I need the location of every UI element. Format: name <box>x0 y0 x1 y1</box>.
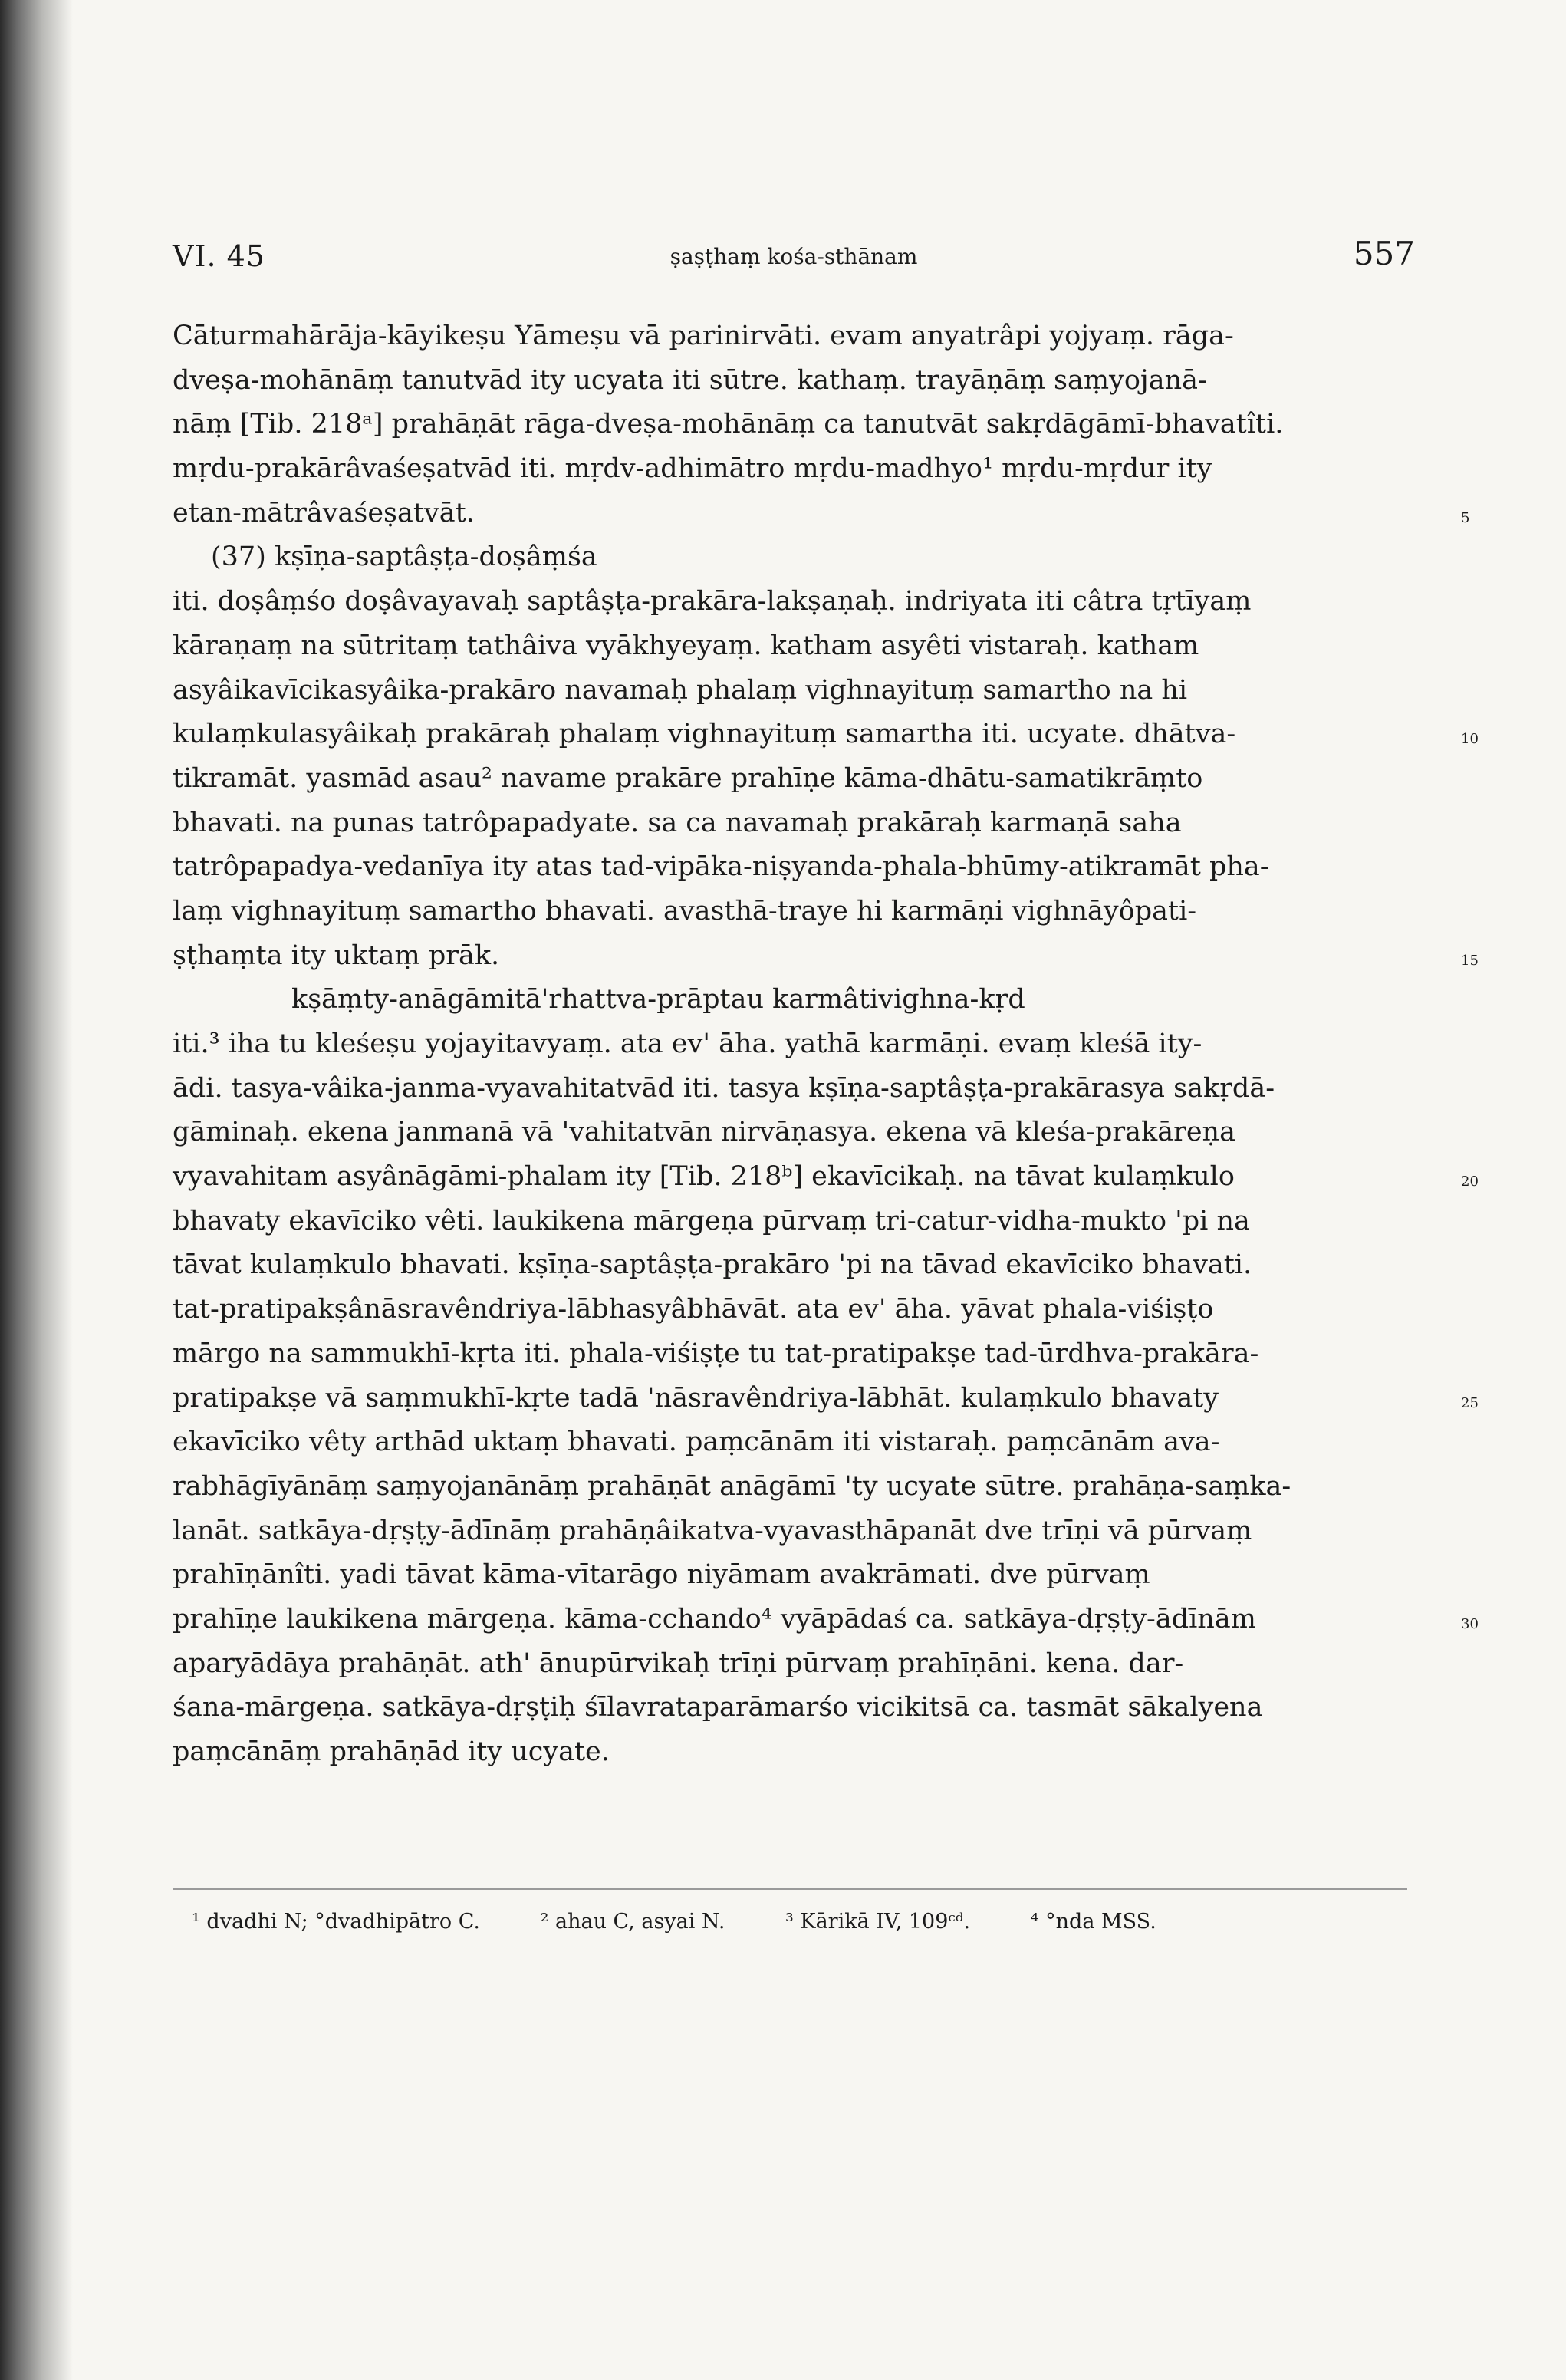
text-line: etan-mātrâvaśeṣatvāt. 5 <box>173 492 1430 536</box>
text-line: Cāturmahārāja-kāyikeṣu Yāmeṣu vā parinirvāti. evam anyatrâpi yojyaṃ. rāga- <box>173 321 1234 351</box>
text-line: mṛdu-prakārâvaśeṣatvād iti. mṛdv-adhimātro mṛdu-madhyo¹ mṛdu-mṛdur ity <box>173 453 1212 485</box>
text-line: iti.³ iha tu kleśeṣu yojayitavyaṃ. ata ev' āha. yathā karmāṇi. evaṃ kleśā ity- <box>173 1029 1202 1059</box>
footnote-2: ² ahau C, asyai N. <box>540 1910 725 1934</box>
text-line: śana-mārgeṇa. satkāya-dṛṣṭiḥ śīlavrataparāmarśo vicikitsā ca. tasmāt sākalyena <box>173 1692 1263 1723</box>
text-line: pratipakṣe vā saṃmukhī-kṛte tadā 'nāsravêndriya-lābhāt. kulaṃkulo bhavaty 25 <box>173 1377 1430 1421</box>
line-number: 20 <box>1461 1174 1479 1190</box>
text-line: tat-pratipakṣânāsravêndriya-lābhasyâbhāvāt. ata ev' āha. yāvat phala-viśiṣṭo <box>173 1294 1214 1325</box>
line-number: 15 <box>1461 952 1479 969</box>
text-line: mārgo na sammukhī-kṛta iti. phala-viśiṣṭe tu tat-pratipakṣe tad-ūrdhva-prakāra- <box>173 1338 1259 1369</box>
footnote-3: ³ Kārikā IV, 109ᶜᵈ. <box>785 1910 971 1934</box>
line-number: 30 <box>1461 1615 1479 1632</box>
text-line: tikramāt. yasmād asau² navame prakāre prahīṇe kāma-dhātu-samatikrāṃto <box>173 762 1203 794</box>
text-line: rabhāgīyānāṃ saṃyojanānāṃ prahāṇāt anāgāmī 'ty ucyate sūtre. prahāṇa-saṃka- <box>173 1470 1291 1502</box>
text-line: paṃcānāṃ prahāṇād ity ucyate. <box>173 1736 610 1767</box>
section-number: VI. 45 <box>173 239 265 273</box>
text-line: asyâikavīcikasyâika-prakāro navamaḥ phalaṃ vighnayituṃ samartho na hi <box>173 674 1188 706</box>
main-text <box>173 314 1479 1775</box>
text-line: tāvat kulaṃkulo bhavati. kṣīṇa-saptâṣṭa-prakāro 'pi na tāvad ekavīciko bhavati. <box>173 1249 1252 1281</box>
text-line: bhavati. na punas tatrôpapadyate. sa ca navamaḥ prakāraḥ karmaṇā saha <box>173 807 1182 838</box>
text-line: bhavaty ekavīciko vêti. laukikena mārgeṇa pūrvaṃ tri-catur-vidha-mukto 'pi na <box>173 1205 1250 1236</box>
footnotes <box>192 1910 1419 1934</box>
text-line: lanāt. satkāya-dṛṣṭy-ādīnāṃ prahāṇâikatva-vyavasthāpanāt dve trīṇi vā pūrvaṃ <box>173 1515 1252 1546</box>
page-header <box>173 230 1415 291</box>
karika-verse: (37) kṣīṇa-saptâṣṭa-doṣâṃśa <box>211 542 597 573</box>
text-line: tatrôpapadya-vedanīya ity atas tad-vipāka-niṣyanda-phala-bhūmy-atikramāt pha- <box>173 851 1269 883</box>
page-number: 557 <box>1353 235 1415 272</box>
text-line: dveṣa-mohānāṃ tanutvād ity ucyata iti sūtre. kathaṃ. trayāṇāṃ saṃyojanā- <box>173 364 1207 396</box>
text-line: kāraṇaṃ na sūtritaṃ tathâiva vyākhyeyaṃ. katham asyêti vistaraḥ. katham <box>173 630 1199 661</box>
running-title: ṣaṣṭhaṃ kośa-sthānam <box>669 244 918 269</box>
text-line: ekavīciko vêty arthād uktaṃ bhavati. paṃcānām iti vistaraḥ. paṃcānām ava- <box>173 1427 1220 1458</box>
line-number: 10 <box>1461 731 1479 748</box>
karika-verse: kṣāṃty-anāgāmitā'rhattva-prāptau karmâtivighna-kṛd <box>291 984 1025 1016</box>
text-line: ṣṭhaṃta ity uktaṃ prāk. 15 <box>173 934 1430 979</box>
text-line: kulaṃkulasyâikaḥ prakāraḥ phalaṃ vighnayituṃ samartha iti. ucyate. dhātva- 10 <box>173 713 1430 757</box>
footnote-1: ¹ dvadhi N; °dvadhipātro C. <box>192 1910 480 1934</box>
text-line: prahīṇānîti. yadi tāvat kāma-vītarāgo niyāmam avakrāmati. dve pūrvaṃ <box>173 1559 1150 1591</box>
scan-shadow-edge <box>0 0 73 2380</box>
text-line: ādi. tasya-vâika-janma-vyavahitatvād iti. tasya kṣīṇa-saptâṣṭa-prakārasya sakṛdā- <box>173 1072 1275 1104</box>
line-number: 25 <box>1461 1394 1479 1411</box>
text-line: laṃ vighnayituṃ samartho bhavati. avasthā-traye hi karmāṇi vighnāyôpati- <box>173 895 1197 927</box>
text-line: aparyādāya prahāṇāt. ath' ānupūrvikaḥ trīṇi pūrvaṃ prahīṇāni. kena. dar- <box>173 1648 1184 1679</box>
text-line: iti. doṣâṃśo doṣâvayavaḥ saptâṣṭa-prakāra-lakṣaṇaḥ. indriyata iti câtra tṛtīyaṃ <box>173 586 1252 617</box>
text-line: prahīṇe laukikena mārgeṇa. kāma-cchando⁴ vyāpādaś ca. satkāya-dṛṣṭy-ādīnām 30 <box>173 1598 1430 1642</box>
text-line: nāṃ [Tib. 218ᵃ] prahāṇāt rāga-dveṣa-mohānāṃ ca tanutvāt sakṛdāgāmī-bhavatîti. <box>173 409 1284 440</box>
footnote-4: ⁴ °nda MSS. <box>1030 1910 1156 1934</box>
text-line: gāminaḥ. ekena janmanā vā 'vahitatvān nirvāṇasya. ekena vā kleśa-prakāreṇa <box>173 1117 1235 1148</box>
line-number: 5 <box>1461 509 1470 526</box>
text-line: vyavahitam asyânāgāmi-phalam ity [Tib. 218ᵇ] ekavīcikaḥ. na tāvat kulaṃkulo 20 <box>173 1155 1430 1200</box>
footnote-divider <box>173 1888 1407 1890</box>
